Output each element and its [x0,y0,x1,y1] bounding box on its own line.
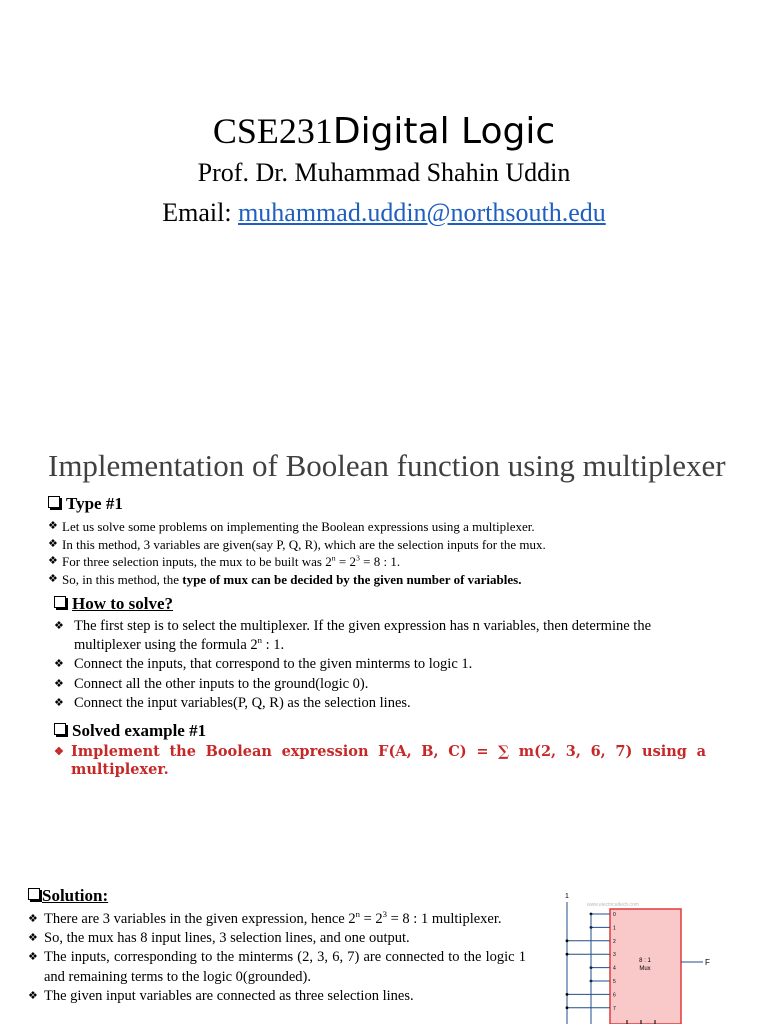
diamond-bullet-icon: ❖ [54,620,64,632]
diamond-bullet-icon: ❖ [48,520,58,532]
input-number-label: 1 [613,925,616,932]
diamond-bullet-icon: ❖ [48,555,58,567]
list-item: ❖ There are 3 variables in the given expression, hence $2^n = 2^3 = 8$ : 1 multiplexer. [28,910,526,929]
list-item: ❖ Connect the input variables(P, Q, R) as the selection lines. [54,694,706,713]
checkbox-bullet-icon [54,596,66,608]
list-item: ❖ The inputs, corresponding to the minterms (2, 3, 6, 7) are connected to the logic 1 and remaining terms to the logic 0(grounded). [28,949,526,985]
junction-dot [566,939,569,942]
diamond-bullet-icon: ❖ [28,932,38,945]
checkbox-bullet-icon [28,888,40,900]
list-item: ❖ The first step is to select the multiplexer. If the given expression has n variables, then determine the multiplexer using the formula 2$^n$ : 1. [54,618,652,654]
list-item: ❖ So, in this method, the type of mux can be decided by the given number of variables. [48,571,522,587]
diamond-bullet-icon: ❖ [48,537,58,550]
mux-inputs [566,912,616,1024]
course-code: CSE231 [212,111,333,151]
solution-heading [28,886,108,906]
input-number-label: 3 [613,952,616,959]
solution-title: Solution: [42,886,109,905]
type1-heading [48,494,123,514]
logic-one-label: 1 [565,893,569,900]
checkbox-bullet-icon [48,496,60,508]
type1-list [48,518,748,588]
input-number-label: 7 [613,1005,616,1012]
email-link[interactable]: muhammad.uddin@northsouth.edu [238,198,606,227]
input-number-label: 5 [613,979,616,985]
list-item: ❖ In this method, 3 variables are given(say P, Q, R), which are the selection inputs for the mux. [48,536,546,552]
solution-list [28,910,526,1006]
list-item: ❖ Let us solve some problems on implementing the Boolean expressions using a multiplexer. [48,519,535,534]
junction-dot [566,993,569,996]
professor-name: Prof. Dr. Muhammad Shahin Uddin [197,158,571,187]
diamond-bullet-icon: ❖ [28,913,38,925]
input-number-label: 2 [613,938,616,945]
type1-title: Type #1 [66,494,123,513]
junction-dot [566,953,569,956]
input-number-label: 4 [613,965,616,972]
list-item: ❖ So, the mux has 8 input lines, 3 selection lines, and one output. [28,929,526,948]
mux-label: 8 : 1 [639,958,651,964]
diamond-bullet-icon: ❖ [28,989,38,1002]
howto-list [54,617,706,713]
email-label: Email: [162,198,239,227]
checkbox-bullet-icon [54,723,66,735]
diamond-bullet-icon: ❖ [54,745,64,758]
solved-heading [54,721,206,741]
list-item: ❖ For three selection inputs, the mux to be built was $2^n = 2^3 = 8$ : 1. [48,553,401,569]
section-heading: Implementation of Boolean function using multiplexer [48,448,726,483]
diamond-bullet-icon: ❖ [54,658,64,671]
list-item: ❖ Connect all the other inputs to the ground(logic 0). [54,675,706,694]
slide-title [0,110,768,152]
course-name: Digital Logic [332,111,556,152]
input-number-label: 0 [613,912,616,918]
output-label: F [705,958,710,967]
howto-title: How to solve? [72,594,174,613]
diamond-bullet-icon: ❖ [54,677,64,690]
email-line [0,198,768,228]
mux-sublabel: Mux [639,966,651,972]
list-item: ❖ Connect the inputs, that correspond to the given minterms to logic 1. [54,655,706,674]
diamond-bullet-icon: ❖ [54,696,64,709]
mux-diagram [555,890,720,1024]
diamond-bullet-icon: ❖ [28,951,38,964]
solved-example-text: ❖ Implement the Boolean expression F(A, B, C) = ∑ m(2, 3, 6, 7) using a multiplexer. [54,743,706,778]
input-number-label: 6 [613,992,616,999]
watermark-text: www.electricaltech.com [587,902,639,908]
solved-title: Solved example #1 [72,721,207,740]
howto-heading [54,594,173,614]
diamond-bullet-icon: ❖ [48,572,58,585]
list-item: ❖ The given input variables are connected as three selection lines. [28,987,526,1006]
junction-dot [566,1006,569,1009]
